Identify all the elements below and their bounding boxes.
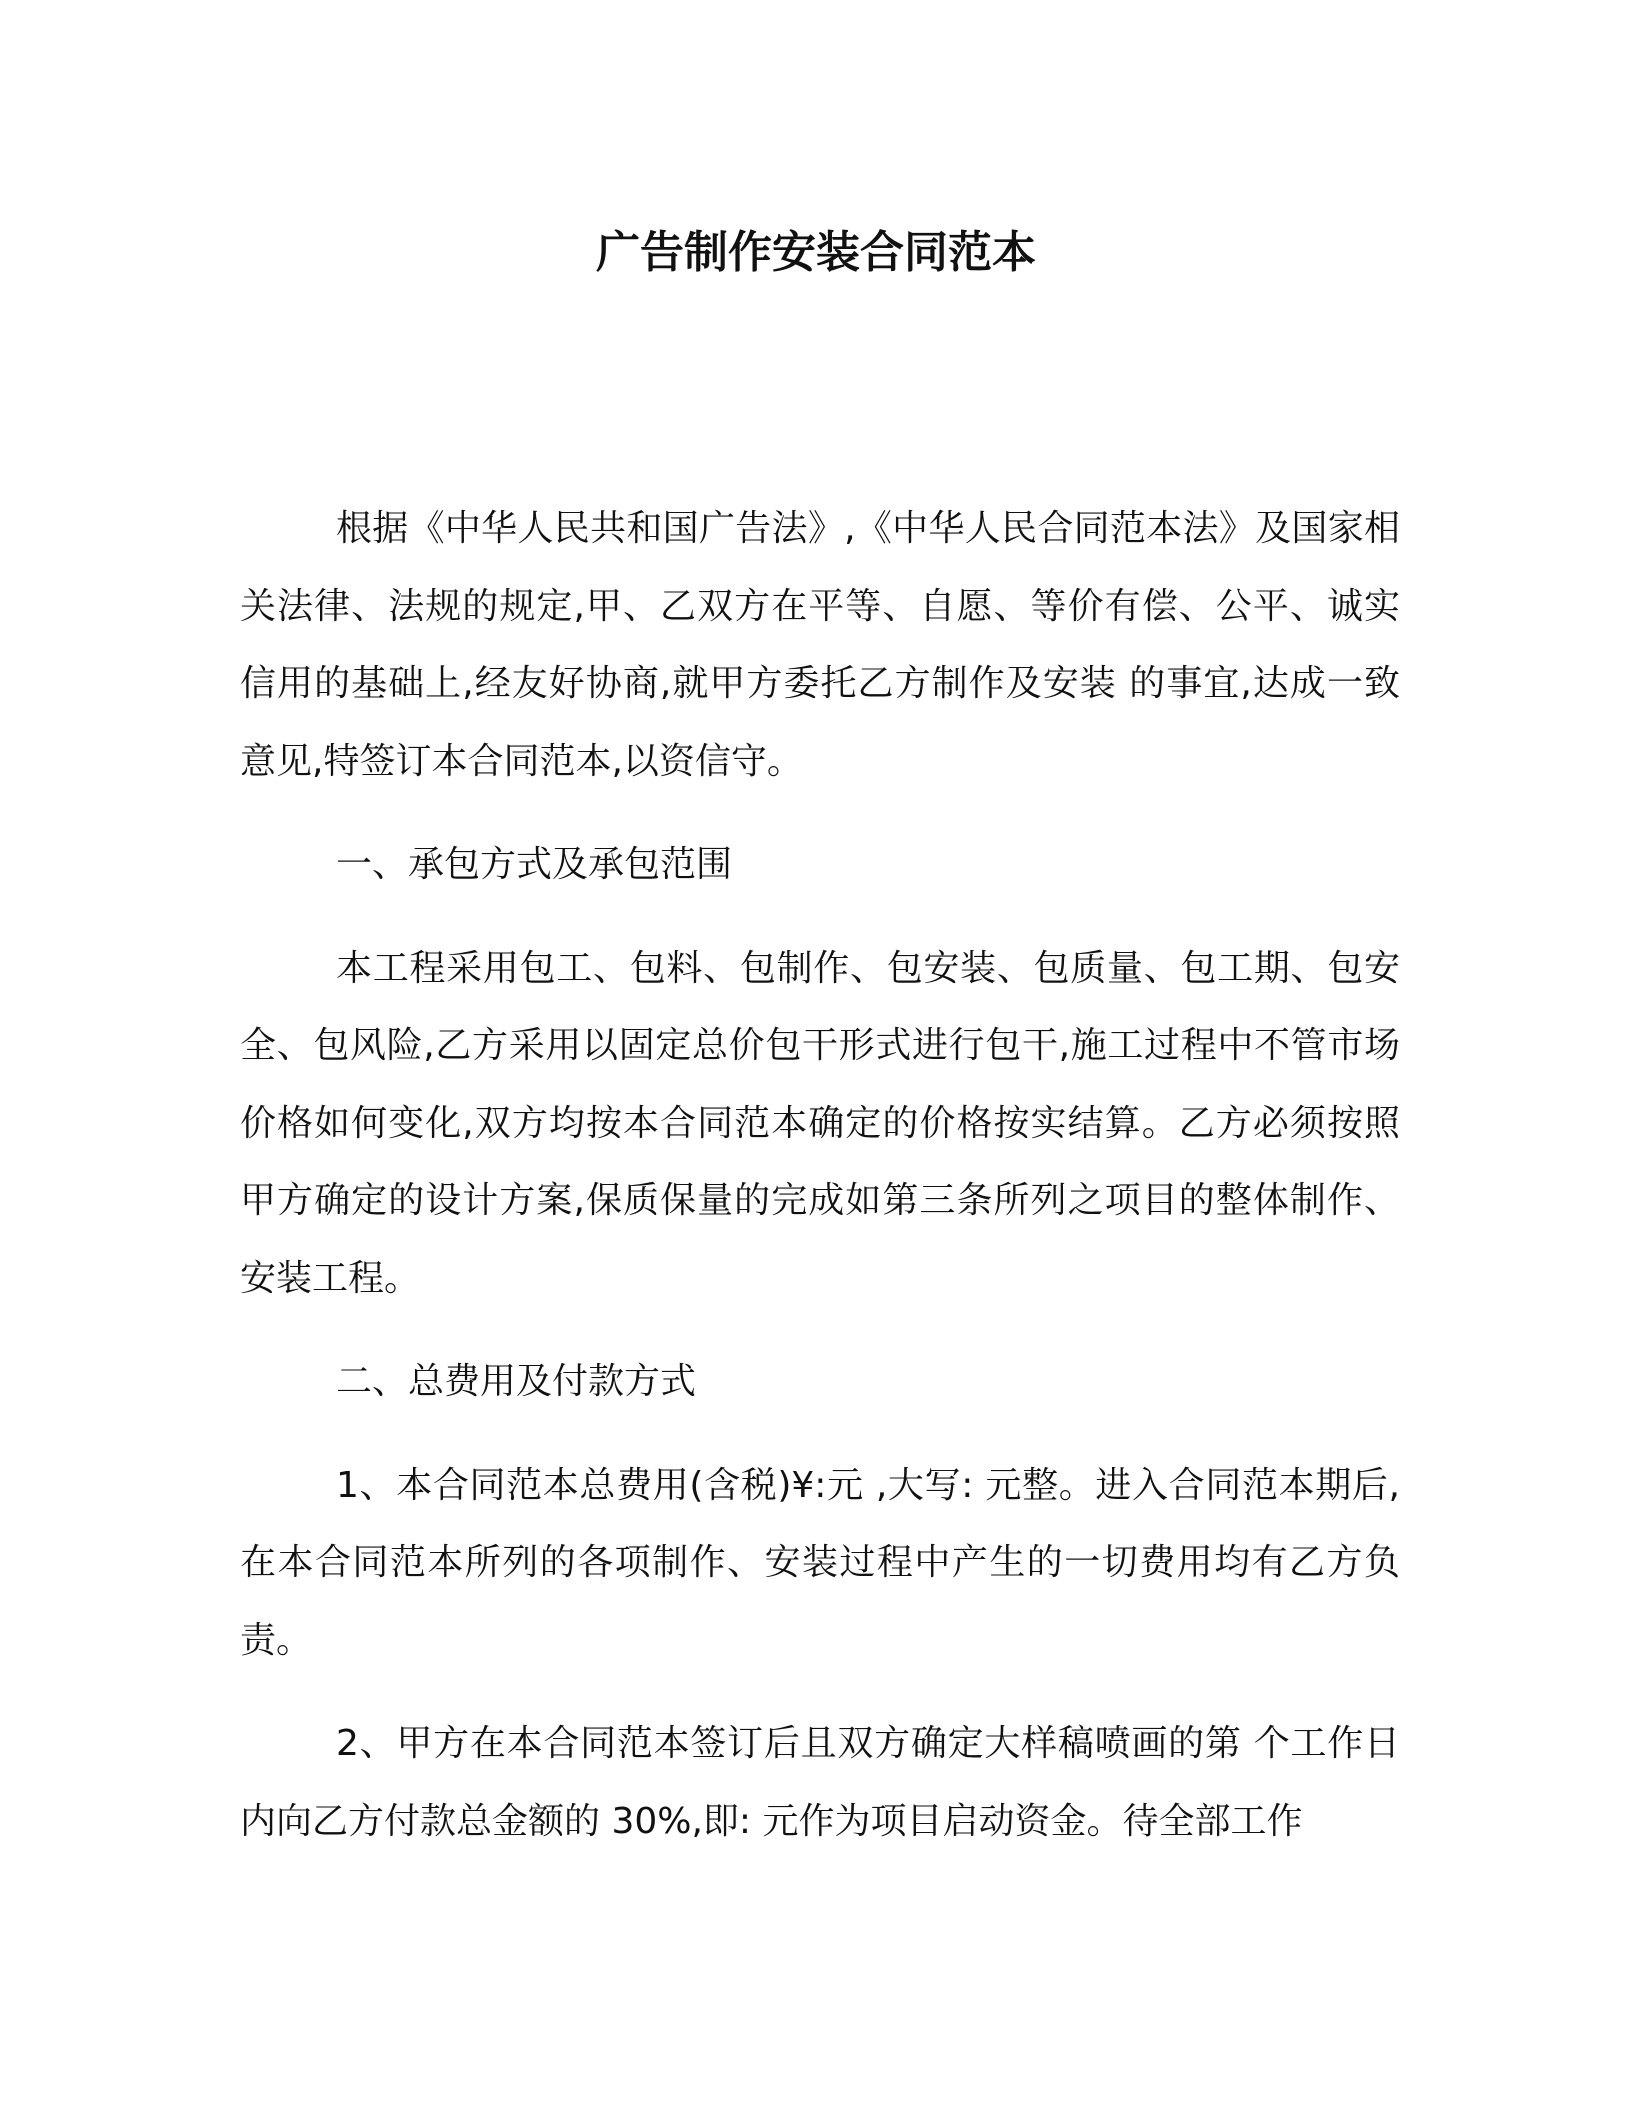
section-1-paragraph: 本工程采用包工、包料、包制作、包安装、包质量、包工期、包安全、包风险,乙方采用以固定总价包干形式进行包干,施工过程中不管市场价格如何变化,双方均按本合同范本确定的价格按实结算。乙方必须按照甲方确定的设计方案,保质保量的完成如第三条所列之项目的整体制作、安装工程。	[240, 947, 1400, 1299]
document-body	[240, 490, 1400, 1860]
section-2-item-2: 2、甲方在本合同范本签订后且双方确定大样稿喷画的第 个工作日内向乙方付款总金额的 30%,即: 元作为项目启动资金。待全部工作	[240, 1723, 1400, 1842]
document-title: 广告制作安装合同范本	[596, 227, 1036, 278]
section-2-item-1: 1、本合同范本总费用(含税)¥:元 ,大写: 元整。进入合同范本期后,在本合同范本所列的各项制作、安装过程中产生的一切费用均有乙方负责。	[240, 1464, 1400, 1661]
section-2-heading: 二、总费用及付款方式	[336, 1361, 697, 1402]
intro-paragraph: 根据《中华人民共和国广告法》,《中华人民合同范本法》及国家相关法律、法规的规定,甲、乙双方在平等、自愿、等价有偿、公平、诚实信用的基础上,经友好协商,就甲方委托乙方制作及安装 的事宜,达成一致意见,特签订本合同范本,以资信守。	[240, 508, 1400, 782]
section-1-heading: 一、承包方式及承包范围	[336, 844, 733, 885]
